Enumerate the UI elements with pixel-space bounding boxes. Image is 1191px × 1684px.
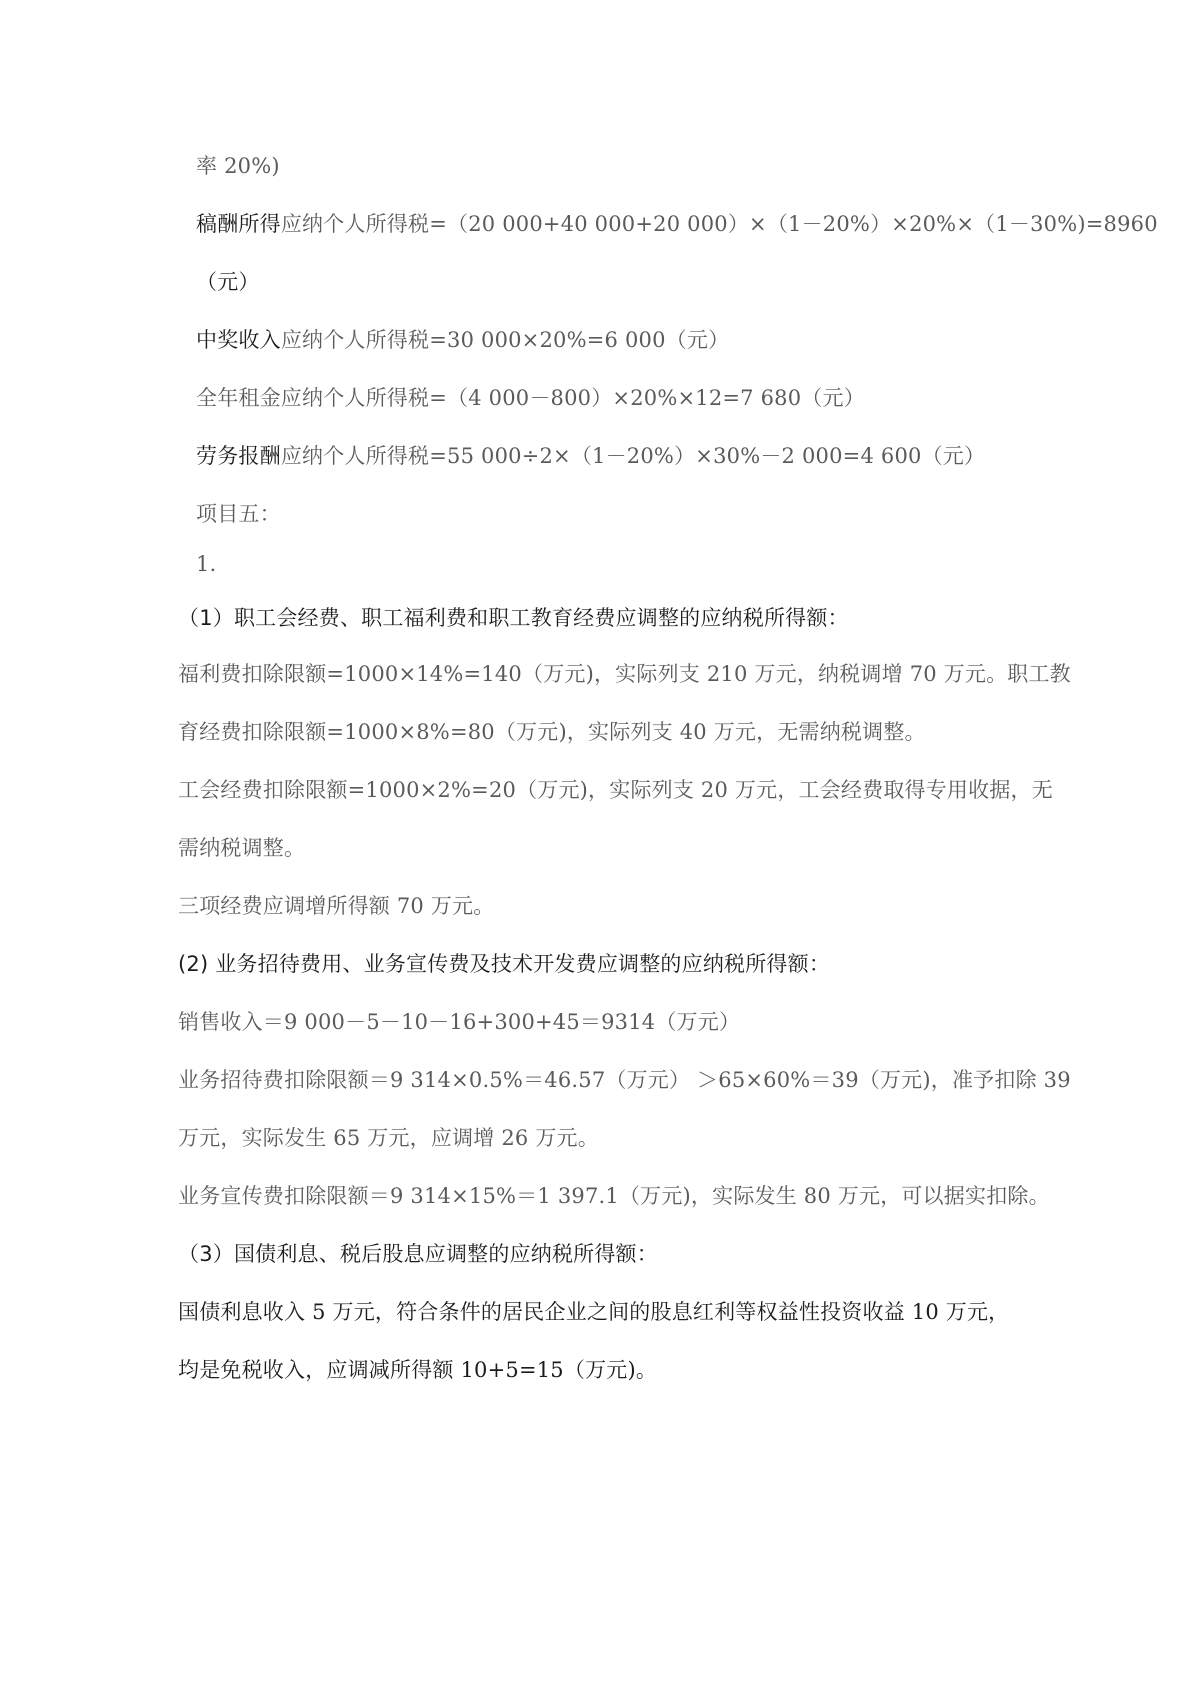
text-line: 销售收入＝9 000－5－10－16+300+45＝9314（万元） [178, 1010, 741, 1034]
text-line: 福利费扣除限额=1000×14%=140（万元)，实际列支 210 万元，纳税调增 70 万元。职工教 [178, 662, 1071, 686]
formula-text: 应纳个人所得税=（20 000+40 000+20 000）×（1－20%）×20%×（1－30%)=8960 [280, 212, 1158, 236]
text-line: 国债利息收入 5 万元，符合条件的居民企业之间的股息红利等权益性投资收益 10 万元， [178, 1300, 1010, 1324]
text-line: 业务宣传费扣除限额＝9 314×15%＝1 397.1（万元)，实际发生 80 万元，可以据实扣除。 [178, 1184, 1050, 1208]
text-line: 率 20%) [196, 154, 280, 178]
item-number: 1. [196, 552, 217, 576]
section-heading: 项目五： [196, 502, 281, 526]
subsection-heading: （1）职工会经费、职工福利费和职工教育经费应调整的应纳税所得额： [178, 606, 849, 630]
subsection-heading: （3）国债利息、税后股息应调整的应纳税所得额： [178, 1242, 658, 1266]
text-line: 业务招待费扣除限额＝9 314×0.5%＝46.57（万元） ＞65×60%＝39（万元)，准予扣除 39 [178, 1068, 1071, 1092]
item-label: 劳务报酬 [196, 444, 281, 468]
text-line: （元） [196, 270, 260, 294]
text-line [196, 210, 1158, 238]
text-line: 育经费扣除限额=1000×8%=80（万元)，实际列支 40 万元，无需纳税调整。 [178, 720, 926, 744]
item-label: 中奖收入 [196, 328, 281, 352]
text-line: 三项经费应调增所得额 70 万元。 [178, 894, 495, 918]
formula-text: 应纳个人所得税=55 000÷2×（1－20%）×30%－2 000=4 600（元） [280, 444, 986, 468]
text-line: 工会经费扣除限额=1000×2%=20（万元)，实际列支 20 万元，工会经费取得专用收据，无 [178, 778, 1053, 802]
formula-text: 应纳个人所得税=30 000×20%=6 000（元） [280, 328, 730, 352]
text-line: 万元，实际发生 65 万元，应调增 26 万元。 [178, 1126, 599, 1150]
text-line: 全年租金应纳个人所得税=（4 000－800）×20%×12=7 680（元） [196, 386, 865, 410]
text-line [196, 442, 985, 470]
text-line: 均是免税收入，应调减所得额 10+5=15（万元)。 [178, 1358, 658, 1382]
item-label: 稿酬所得 [196, 212, 281, 236]
subsection-heading: (2) 业务招待费用、业务宣传费及技术开发费应调整的应纳税所得额： [178, 952, 831, 976]
text-line [196, 326, 729, 354]
text-line: 需纳税调整。 [178, 836, 306, 860]
